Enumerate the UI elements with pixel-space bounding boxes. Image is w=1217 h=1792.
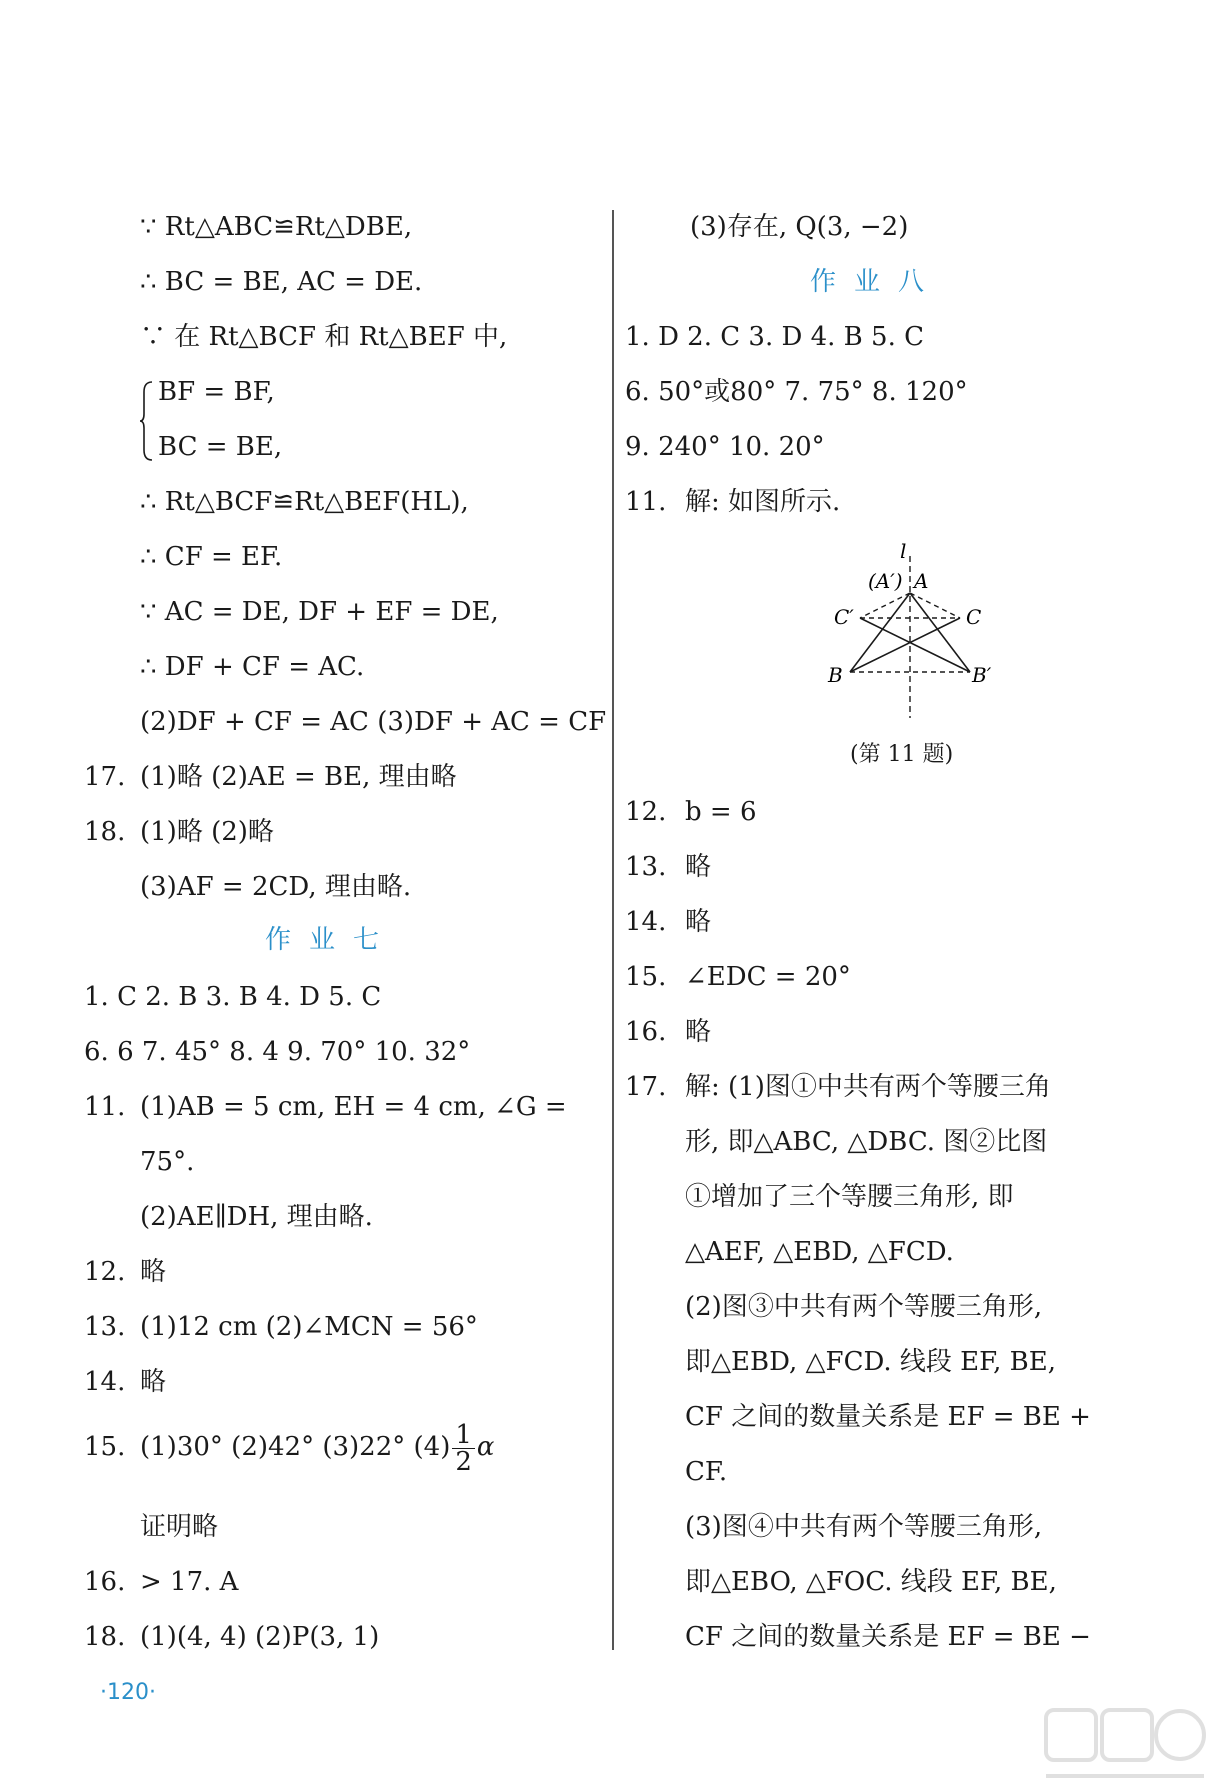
a8-q17-line8: CF. [685,1457,728,1487]
a8-q17-line6: 即△EBD, △FCD. 线段 EF, BE, [685,1347,1057,1377]
a8-q17-line1: 解: (1)图①中共有两个等腰三角 [685,1072,1051,1102]
a7-q16-number: 16. [84,1567,126,1597]
a7-q18-answer: (1)(4, 4) (2)P(3, 1) [140,1622,380,1652]
line-1: ∵ Rt△ABC≌Rt△DBE, [140,212,413,242]
line-3: ∵ 在 Rt△BCF 和 Rt△BEF 中, [140,322,508,352]
page-number: ·120· [100,1680,156,1705]
a8-q12-answer: b = 6 [685,797,757,827]
segment-cprime-bprime [860,618,970,672]
a8-q1-5: 1. D 2. C 3. D 4. B 5. C [625,322,924,352]
fraction-numerator: 1 [452,1422,475,1449]
column-divider [612,210,614,1650]
a7-q11-number: 11. [84,1092,126,1122]
line-2: ∴ BC = BE, AC = DE. [140,267,423,297]
a7-q13-answer: (1)12 cm (2)∠MCN = 56° [140,1312,478,1342]
label-a: A [914,569,929,593]
a8-q15-number: 15. [625,962,667,992]
segment-a-cprime [860,593,910,618]
a7-q15-text: (1)30° (2)42° (3)22° (4) [140,1432,451,1462]
a7-q18-number: 18. [84,1622,126,1652]
a8-q17-line5: (2)图③中共有两个等腰三角形, [685,1292,1043,1322]
a8-q17-line2: 形, 即△ABC, △DBC. 图②比图 [685,1127,1048,1157]
a8-q6-8: 6. 50°或80° 7. 75° 8. 120° [625,377,968,407]
a8-q12-number: 12. [625,797,667,827]
a8-q17-line10: 即△EBO, △FOC. 线段 EF, BE, [685,1567,1057,1597]
a7-q12-answer: 略 [140,1257,167,1287]
a8-q17-line11: CF 之间的数量关系是 EF = BE − [685,1622,1091,1652]
a8-q14-answer: 略 [685,907,712,937]
q18-answer-3: (3)AF = 2CD, 理由略. [140,872,412,902]
a7-q12-number: 12. [84,1257,126,1287]
a7-q11-line1: (1)AB = 5 cm, EH = 4 cm, ∠G = [140,1092,567,1122]
a8-q16-answer: 略 [685,1017,712,1047]
a8-q17-line7: CF 之间的数量关系是 EF = BE + [685,1402,1091,1432]
a8-q17-line4: △AEF, △EBD, △FCD. [685,1237,954,1267]
a7-q15-alpha: α [476,1432,495,1462]
a8-q13-answer: 略 [685,852,712,882]
line-4: BF = BF, [158,377,275,407]
line-5: BC = BE, [158,432,283,462]
line-10: (2)DF + CF = AC (3)DF + AC = CF [140,707,607,737]
a7-q14-answer: 略 [140,1367,167,1397]
a8-q17-line3: ①增加了三个等腰三角形, 即 [685,1182,1014,1212]
line-9: ∴ DF + CF = AC. [140,652,365,682]
q17-number: 17. [84,762,126,792]
a8-q14-number: 14. [625,907,667,937]
heading-assignment-7: 作业七 [265,925,398,955]
a7-q13-number: 13. [84,1312,126,1342]
line-6: ∴ Rt△BCF≌Rt△BEF(HL), [140,487,469,517]
segment-a-c [910,593,960,618]
label-b-prime: B′ [972,663,992,687]
q18-answer: (1)略 (2)略 [140,817,274,847]
segment-a-bprime [910,593,970,672]
a8-q11-number: 11. [625,487,667,517]
a8-q17-line9: (3)图④中共有两个等腰三角形, [685,1512,1043,1542]
watermark-icon [1040,1700,1210,1790]
label-a-prime: (A′) [868,569,903,593]
label-c-prime: C′ [834,605,854,629]
a8-q13-number: 13. [625,852,667,882]
a7-q11-line3: (2)AE∥DH, 理由略. [140,1202,373,1232]
figure-caption: (第 11 题) [850,742,954,767]
a7-q6-10: 6. 6 7. 45° 8. 4 9. 70° 10. 32° [84,1037,471,1067]
label-b: B [828,663,843,687]
q17-answer: (1)略 (2)AE = BE, 理由略 [140,762,457,792]
line-7: ∴ CF = EF. [140,542,283,572]
line-8: ∵ AC = DE, DF + EF = DE, [140,597,499,627]
a7-q15-number: 15. [84,1432,126,1462]
a7-q14-number: 14. [84,1367,126,1397]
segment-a-b [850,593,910,672]
a7-q15-proof: 证明略 [140,1512,219,1542]
brace-icon [140,380,154,462]
label-c: C [966,605,982,629]
r-line-1: (3)存在, Q(3, −2) [690,212,909,242]
a7-q1-5: 1. C 2. B 3. B 4. D 5. C [84,982,382,1012]
q18-number: 18. [84,817,126,847]
heading-assignment-8: 作业八 [810,267,943,297]
segment-c-b [850,618,960,672]
a7-q11-line2: 75°. [140,1147,195,1177]
a8-q15-answer: ∠EDC = 20° [685,962,851,992]
label-l: l [900,539,907,563]
a7-q16-17-answer: > 17. A [140,1567,239,1597]
a8-q9-10: 9. 240° 10. 20° [625,432,825,462]
a7-q15-answer [140,1410,494,1484]
a7-q15-fraction [452,1419,475,1477]
fraction-denominator: 2 [455,1446,472,1477]
a8-q16-number: 16. [625,1017,667,1047]
a8-q11-answer: 解: 如图所示. [685,487,841,517]
figure-11 [820,538,1000,724]
a8-q17-number: 17. [625,1072,667,1102]
